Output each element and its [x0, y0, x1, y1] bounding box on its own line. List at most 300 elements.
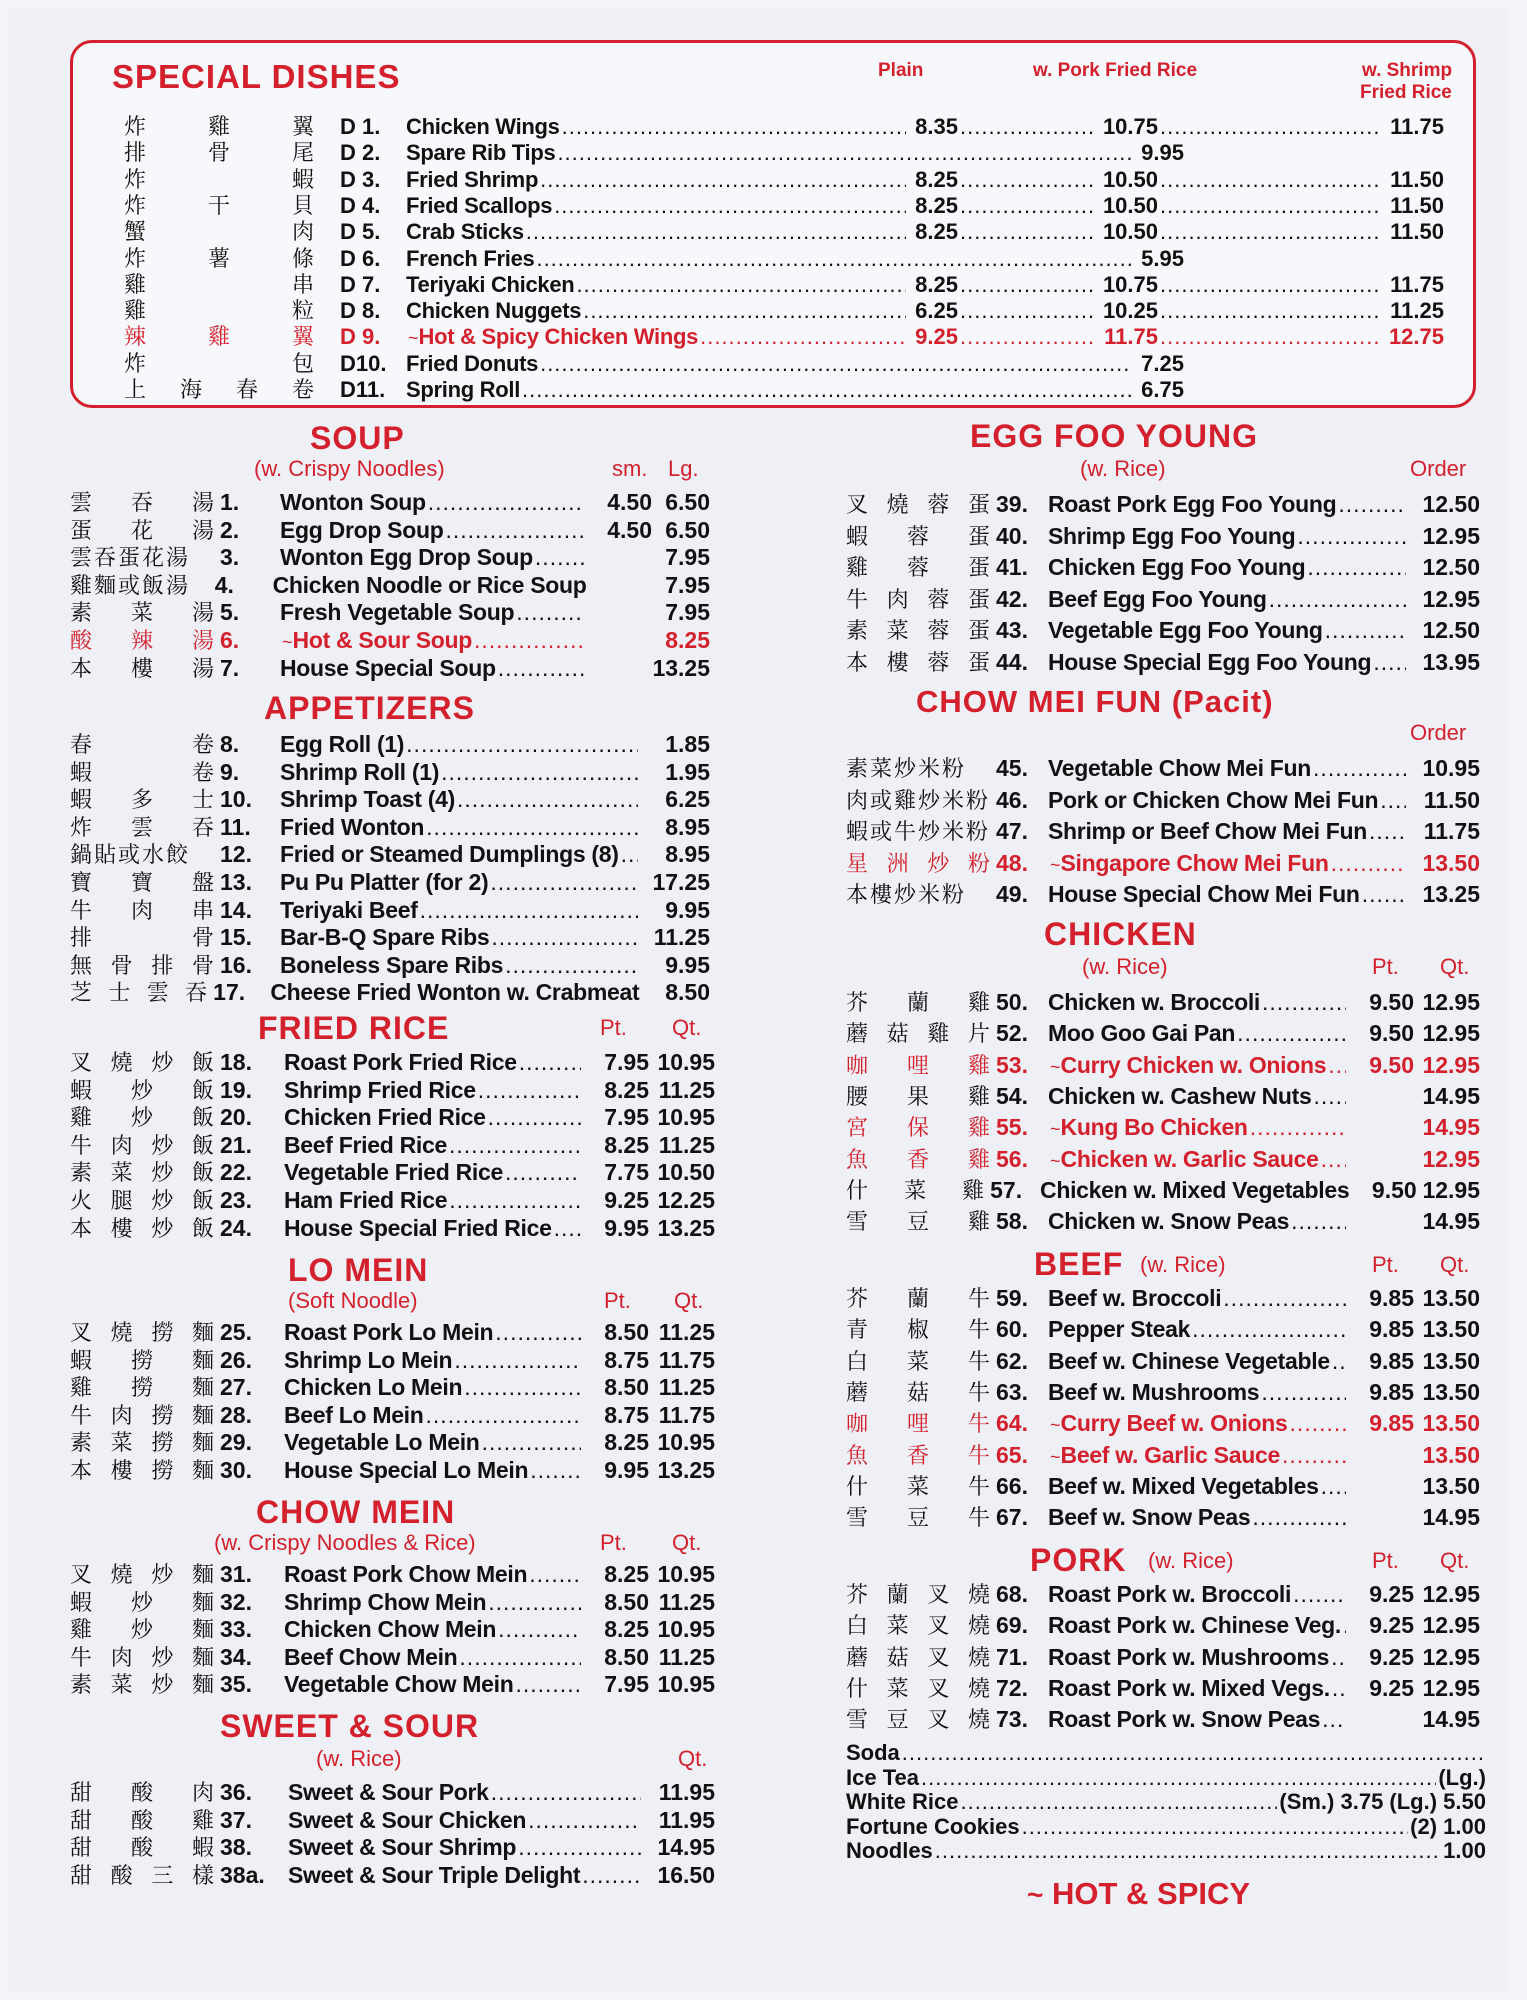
menu-item [846, 646, 1480, 677]
col-shrimp-fried-rice-1: w. Shrimp [1362, 60, 1453, 81]
menu-item [70, 1558, 715, 1589]
chinese-char: 雞 [124, 299, 147, 325]
price-p2: 13.50 [1422, 1285, 1480, 1311]
chow-mein-title: CHOW MEIN [256, 1494, 456, 1530]
chinese-char: 春 [235, 378, 258, 403]
chinese-char: 豆 [906, 1210, 929, 1236]
item-name: Shrimp Toast (4) [280, 786, 455, 813]
menu-item [846, 1407, 1480, 1438]
menu-item [70, 1212, 715, 1243]
menu-item [70, 1426, 715, 1457]
chinese-char: 牛 [70, 1133, 93, 1159]
chinese-name [846, 646, 996, 677]
menu-item [70, 1668, 715, 1699]
chinese-char: 骨 [191, 926, 214, 952]
chinese-name [846, 1376, 996, 1407]
price-p1: 7.95 [604, 1049, 649, 1075]
price-p1: 8.75 [604, 1346, 649, 1373]
chinese-name [846, 1143, 996, 1174]
chinese-char: 叉 [927, 1708, 950, 1734]
chinese-char: 咖 [846, 1053, 869, 1079]
egg-foo-young-title: EGG FOO YOUNG [970, 418, 1258, 454]
item-name: Fried Scallops [406, 192, 553, 218]
leader-dots [528, 1807, 641, 1834]
item-number: 73. [996, 1706, 1028, 1733]
hot-pepper-icon: ~ [1050, 1415, 1061, 1436]
price-p: 13.25 [1422, 881, 1480, 907]
item-number: 32. [220, 1588, 252, 1615]
chinese-char: 叉 [927, 1645, 950, 1671]
leader-dots [498, 1616, 581, 1643]
chinese-char: 肉 [110, 1403, 133, 1429]
item-name: Roast Pork Lo Mein [284, 1319, 494, 1345]
chinese-char: 多 [130, 788, 153, 814]
chinese-name [846, 1641, 996, 1672]
item-number: 29. [220, 1429, 252, 1456]
item-name: Roast Pork Fried Rice [284, 1049, 517, 1075]
chinese-char: 蝦 [291, 167, 314, 193]
price-p1: 9.50 [1371, 1176, 1417, 1203]
item-number: D 9. [340, 324, 381, 350]
chinese-char: 蓉 [927, 619, 950, 644]
chinese-char: 豆 [906, 1506, 929, 1532]
item-name: Chicken Egg Foo Young [1048, 554, 1306, 580]
chinese-char: 牛 [846, 587, 869, 613]
chinese-char: 寶 [130, 871, 153, 896]
chinese-char: 蛋 [70, 518, 93, 544]
price-p1: 9.50 [1369, 1051, 1414, 1078]
item-name: Fried or Steamed Dumplings (8) [280, 841, 619, 868]
col-plain: Plain [878, 60, 924, 81]
price-pork: 10.50 [1102, 219, 1158, 245]
item-name: Cheese Fried Wonton w. Crabmeat [270, 979, 640, 1006]
price-p2: 6.50 [665, 516, 710, 543]
item-name: Kung Bo Chicken [1060, 1114, 1248, 1141]
chinese-char: 麵 [191, 1403, 214, 1429]
chinese-name [70, 811, 220, 842]
chinese-char: 麵 [191, 1348, 214, 1374]
price-shrimp: 11.50 [1390, 219, 1444, 245]
chinese-name [70, 1101, 220, 1132]
item-number: 58. [996, 1208, 1028, 1235]
chinese-char: 蘭 [906, 1287, 929, 1312]
chinese-char: 叉 [70, 1563, 93, 1588]
chinese-char: 蓉 [906, 524, 929, 550]
price-p: 1.95 [665, 758, 710, 785]
leader-dots [582, 1862, 641, 1889]
chinese-name [70, 541, 220, 572]
chinese-char: 干 [207, 193, 230, 219]
item-number: 40. [996, 522, 1028, 549]
menu-item [846, 878, 1480, 909]
price-pork: 10.75 [1102, 114, 1158, 139]
chinese-char: 蝦 [191, 1836, 214, 1862]
price-pork: 10.75 [1102, 271, 1158, 297]
chinese-name [846, 614, 996, 645]
chinese-char: 雞 [967, 1210, 990, 1236]
item-name: Chicken Nuggets [406, 298, 582, 324]
item-name: Shrimp Egg Foo Young [1048, 522, 1296, 549]
chinese-name [846, 583, 996, 614]
item-number: 66. [996, 1472, 1028, 1499]
chinese-char: 菜 [886, 619, 909, 644]
item-name: Shrimp or Beef Chow Mei Fun [1048, 818, 1368, 844]
chinese-char: 菜 [110, 1673, 133, 1699]
leader-dots [488, 1589, 581, 1616]
special-dishes-title: SPECIAL DISHES [112, 58, 401, 95]
chinese-char: 雞 [70, 1106, 93, 1132]
chinese-name [70, 728, 220, 759]
item-number: 56. [996, 1145, 1028, 1172]
menu-item [846, 784, 1480, 815]
menu-item [70, 1184, 715, 1215]
leader-dots [420, 897, 638, 924]
leader-dots [1313, 755, 1406, 782]
chinese-char: 麵 [191, 1618, 214, 1644]
menu-item [70, 486, 710, 517]
item-number: 46. [996, 786, 1028, 813]
price-plain: 8.25 [915, 192, 958, 218]
chinese-name [70, 949, 220, 980]
menu-item [70, 894, 710, 925]
price-p2: 14.95 [1422, 1706, 1480, 1733]
chinese-char: 炒 [927, 851, 950, 877]
beef-title: BEEF [1034, 1246, 1124, 1282]
price-p2: 8.25 [665, 627, 710, 653]
menu-item [70, 1613, 715, 1644]
item-name: Fried Donuts [406, 350, 539, 376]
leader-dots [491, 924, 638, 951]
chinese-char: 菜 [886, 1676, 909, 1702]
price-pork: 10.25 [1102, 298, 1158, 324]
chinese-char: 酸 [130, 1781, 153, 1806]
price-p2: 13.25 [652, 654, 710, 681]
item-number: D 8. [340, 298, 381, 324]
price-pork: 10.50 [1102, 166, 1158, 192]
chinese-name [70, 1641, 220, 1672]
item-name: Shrimp Chow Mein [284, 1588, 487, 1615]
chinese-char: 麵 [191, 1376, 214, 1402]
chinese-char: 果 [906, 1084, 929, 1110]
chinese-char: 撈 [130, 1376, 153, 1402]
price-p1: 9.85 [1369, 1347, 1414, 1374]
item-name: Beef Chow Mein [284, 1643, 458, 1670]
chinese-char: 翼 [291, 325, 314, 351]
item-name: Ham Fried Rice [284, 1187, 448, 1213]
menu-item [70, 1046, 715, 1077]
chinese-char: 牛 [70, 1403, 93, 1429]
leader-dots [505, 1159, 581, 1186]
chicken-subtitle: (w. Rice) [1082, 954, 1168, 979]
chinese-name [846, 784, 996, 815]
chinese-char: 炒 [130, 1590, 153, 1616]
chinese-char: 卷 [291, 378, 314, 403]
chinese-char: 白 [846, 1614, 869, 1640]
item-number: 34. [220, 1643, 252, 1670]
misc-item [846, 1740, 1486, 1766]
item-name: Teriyaki Beef [280, 896, 418, 923]
price-p: 9.95 [665, 951, 710, 978]
lo-mein-subtitle: (Soft Noodle) [288, 1288, 418, 1313]
chinese-name [70, 1316, 220, 1347]
chinese-char: 撈 [151, 1403, 174, 1429]
chinese-name [846, 1080, 996, 1111]
price-p2: 10.95 [657, 1561, 715, 1587]
item-number: 52. [996, 1020, 1028, 1047]
chinese-char: 雞 [207, 115, 230, 140]
item-number: 23. [220, 1187, 252, 1213]
price-shrimp: 11.50 [1390, 166, 1444, 192]
item-number: 45. [996, 755, 1028, 781]
price-p: 10.95 [1422, 755, 1480, 781]
leader-dots [1331, 850, 1406, 877]
price-p2: 12.95 [1422, 1020, 1480, 1047]
menu-item [70, 838, 710, 869]
chinese-name [70, 976, 213, 1007]
chinese-char: 卷 [191, 760, 214, 786]
chinese-name [70, 514, 220, 545]
chinese-char: 士 [108, 981, 131, 1007]
item-name: Beef Lo Mein [284, 1401, 424, 1428]
item-name: Beef w. Mixed Vegetables [1048, 1472, 1319, 1499]
price-p2: 12.95 [1422, 1581, 1480, 1607]
sweet-sour-col-qt: Qt. [678, 1746, 708, 1771]
item-number: D 7. [340, 271, 381, 297]
chinese-char: 什 [846, 1676, 869, 1702]
item-number: 64. [996, 1410, 1028, 1437]
chinese-char: 炒 [151, 1673, 174, 1699]
chow-mei-fun-col-order: Order [1410, 720, 1467, 745]
item-name: Singapore Chow Mei Fun [1060, 849, 1329, 876]
item-number: 44. [996, 648, 1028, 675]
chinese-char: 宮 [846, 1116, 869, 1142]
price-p1: 8.50 [604, 1319, 649, 1345]
chinese-char: 魚 [846, 1147, 869, 1173]
chinese-char: 素 [846, 619, 869, 644]
fried-rice-col-qt: Qt. [672, 1015, 702, 1040]
item-name: Beef w. Mushrooms [1048, 1378, 1260, 1405]
chinese-char: 燒 [967, 1614, 990, 1640]
chinese-char: 牛 [967, 1474, 990, 1500]
chinese-char: 蝦 [70, 760, 93, 786]
chinese-char: 蓉 [927, 493, 950, 518]
menu-item [70, 1316, 715, 1347]
price-p1: 9.25 [1369, 1612, 1414, 1639]
chinese-name [70, 1399, 220, 1430]
chinese-char: 菜 [906, 1349, 929, 1375]
price-p: 1.85 [665, 731, 710, 757]
price-p2: 13.50 [1422, 1347, 1480, 1374]
price-p1: 8.75 [604, 1401, 649, 1428]
chinese-char: 蛋 [967, 556, 990, 581]
menu-item [70, 1399, 715, 1430]
price-shrimp: 12.75 [1388, 324, 1444, 350]
leader-dots [1261, 1379, 1346, 1406]
item-name: Vegetable Lo Mein [284, 1429, 480, 1456]
chinese-char: 甜 [70, 1808, 93, 1834]
price-p: 17.25 [652, 869, 710, 895]
item-number: 19. [220, 1076, 252, 1103]
leader-dots [1321, 1146, 1346, 1173]
chinese-char: 燒 [967, 1708, 990, 1734]
chinese-char: 肉 [130, 898, 153, 924]
item-number: 13. [220, 869, 252, 895]
chinese-char: 叉 [927, 1583, 950, 1608]
item-name: Vegetable Chow Mei Fun [1048, 755, 1312, 781]
chinese-char: 雞 [846, 556, 869, 581]
chinese-char: 串 [191, 898, 214, 924]
chinese-char: 三 [151, 1863, 174, 1889]
price-p1: 8.25 [604, 1561, 649, 1587]
chinese-name [846, 847, 996, 878]
price-p2: 11.25 [658, 1131, 715, 1158]
leader-dots [1332, 1348, 1346, 1375]
chinese-char: 肉或雞炒米粉 [846, 788, 991, 814]
item-number: 18. [220, 1049, 252, 1075]
chinese-char: 雲 [146, 981, 169, 1007]
item-number: 55. [996, 1114, 1028, 1141]
menu-item [846, 520, 1480, 551]
chinese-name [70, 921, 220, 952]
price-p2: 11.25 [658, 1319, 715, 1345]
chinese-char: 吞 [191, 815, 214, 841]
leader-dots [1343, 1612, 1346, 1639]
price-p: 13.50 [1422, 849, 1480, 876]
item-number: D 4. [340, 192, 381, 218]
item-name: Sweet & Sour Triple Delight [288, 1861, 581, 1888]
leader-dots [441, 759, 638, 786]
chinese-name [124, 373, 320, 404]
chinese-char: 湯 [191, 656, 214, 682]
item-name: Egg Drop Soup [280, 516, 444, 543]
price-p2: 13.50 [1422, 1410, 1480, 1437]
chinese-name [846, 488, 996, 519]
chinese-char: 撈 [151, 1459, 174, 1484]
chinese-char: 菜 [904, 1178, 927, 1204]
chinese-char: 麵 [191, 1321, 214, 1346]
item-number: 1. [220, 489, 240, 515]
chinese-name [70, 1426, 220, 1457]
chinese-char: 包 [291, 351, 314, 377]
chinese-name [70, 1046, 220, 1077]
menu-item [846, 986, 1480, 1017]
chinese-name [70, 1454, 220, 1485]
menu-item [846, 1174, 1480, 1205]
chinese-char: 芝 [70, 981, 93, 1007]
chinese-char: 蛋 [967, 587, 990, 613]
price-p: 12.50 [1422, 491, 1480, 517]
item-name: Fried Shrimp [406, 166, 539, 192]
chinese-name [846, 1205, 996, 1236]
menu-item [846, 583, 1480, 614]
chinese-char: 咖 [846, 1412, 869, 1438]
chinese-name [70, 569, 215, 600]
price-p2: 13.50 [1422, 1316, 1480, 1343]
chinese-name [70, 1558, 220, 1589]
menu-item [70, 1344, 715, 1375]
item-name: Beef w. Chinese Vegetable [1048, 1347, 1330, 1374]
chinese-char: 菇 [886, 1645, 909, 1671]
chinese-char: 牛 [967, 1506, 990, 1532]
item-name: Wonton Egg Drop Soup [280, 544, 533, 571]
chinese-char: 菇 [906, 1380, 929, 1406]
leader-dots [1331, 1644, 1346, 1671]
chinese-char: 蝦 [70, 1078, 93, 1104]
menu-item [846, 1470, 1480, 1501]
chinese-char: 雞 [191, 1808, 214, 1834]
item-name: House Special Lo Mein [284, 1457, 529, 1483]
item-number: 37. [220, 1806, 252, 1833]
chinese-char: 保 [906, 1116, 929, 1142]
price-plain: 6.25 [915, 298, 958, 324]
chinese-char: 芥 [846, 991, 869, 1016]
price-shrimp: 11.75 [1390, 114, 1444, 139]
item-name: Roast Pork w. Mixed Vegs. [1048, 1674, 1330, 1701]
item-name: Fortune Cookies [846, 1813, 1020, 1839]
chinese-char: 腰 [846, 1084, 869, 1110]
item-number: 15. [220, 924, 252, 951]
item-price: (Sm.) 3.75 (Lg.) 5.50 [1279, 1789, 1486, 1815]
leader-dots [1291, 1208, 1346, 1235]
chinese-char: 樓 [110, 1216, 133, 1242]
chinese-char: 什 [846, 1178, 869, 1204]
lo-mein-title: LO MEIN [288, 1252, 429, 1288]
chinese-char: 菜 [110, 1161, 133, 1187]
leader-dots [459, 1644, 581, 1671]
chinese-name [70, 1859, 220, 1890]
chinese-char: 菜 [130, 601, 153, 627]
chinese-name [846, 1111, 996, 1142]
price-p: 8.95 [665, 841, 710, 868]
chinese-char: 蟹 [124, 220, 147, 246]
beef-col-pt: Pt. [1372, 1252, 1399, 1277]
chinese-char: 士 [191, 788, 214, 814]
chinese-char: 甜 [70, 1781, 93, 1806]
chinese-char: 飯 [191, 1106, 214, 1132]
item-number: 41. [996, 554, 1028, 580]
item-name: Ice Tea [846, 1764, 919, 1790]
price-p1: 4.50 [607, 516, 652, 543]
item-name: Boneless Spare Ribs [280, 951, 504, 978]
menu-item [846, 1578, 1480, 1609]
leader-dots [1362, 881, 1406, 908]
leader-dots [1369, 818, 1406, 845]
chinese-char: 炒 [151, 1216, 174, 1242]
leader-dots [488, 1104, 581, 1131]
chinese-char: 牛 [70, 1645, 93, 1671]
item-number: 30. [220, 1457, 252, 1483]
chinese-char: 撈 [130, 1348, 153, 1374]
price-plain: 5.95 [1141, 245, 1184, 271]
menu-item [70, 811, 710, 842]
item-number: 42. [996, 585, 1028, 612]
leader-dots [1380, 787, 1406, 814]
chinese-name [70, 1586, 220, 1617]
leader-dots [1314, 1083, 1346, 1110]
price-p2: 10.95 [657, 1049, 715, 1075]
chinese-char: 排 [70, 926, 93, 952]
price-p2: 10.50 [657, 1159, 715, 1186]
price-p2: 10.95 [657, 1616, 715, 1643]
chinese-name [846, 1578, 996, 1609]
chinese-char: 花 [130, 518, 153, 544]
chinese-char: 蝦 [846, 524, 869, 550]
price-p1: 9.50 [1369, 1020, 1414, 1047]
chinese-char: 雞 [967, 1053, 990, 1079]
chinese-char: 翼 [291, 115, 314, 140]
chinese-char: 上 [124, 378, 147, 403]
menu-item [70, 728, 710, 759]
